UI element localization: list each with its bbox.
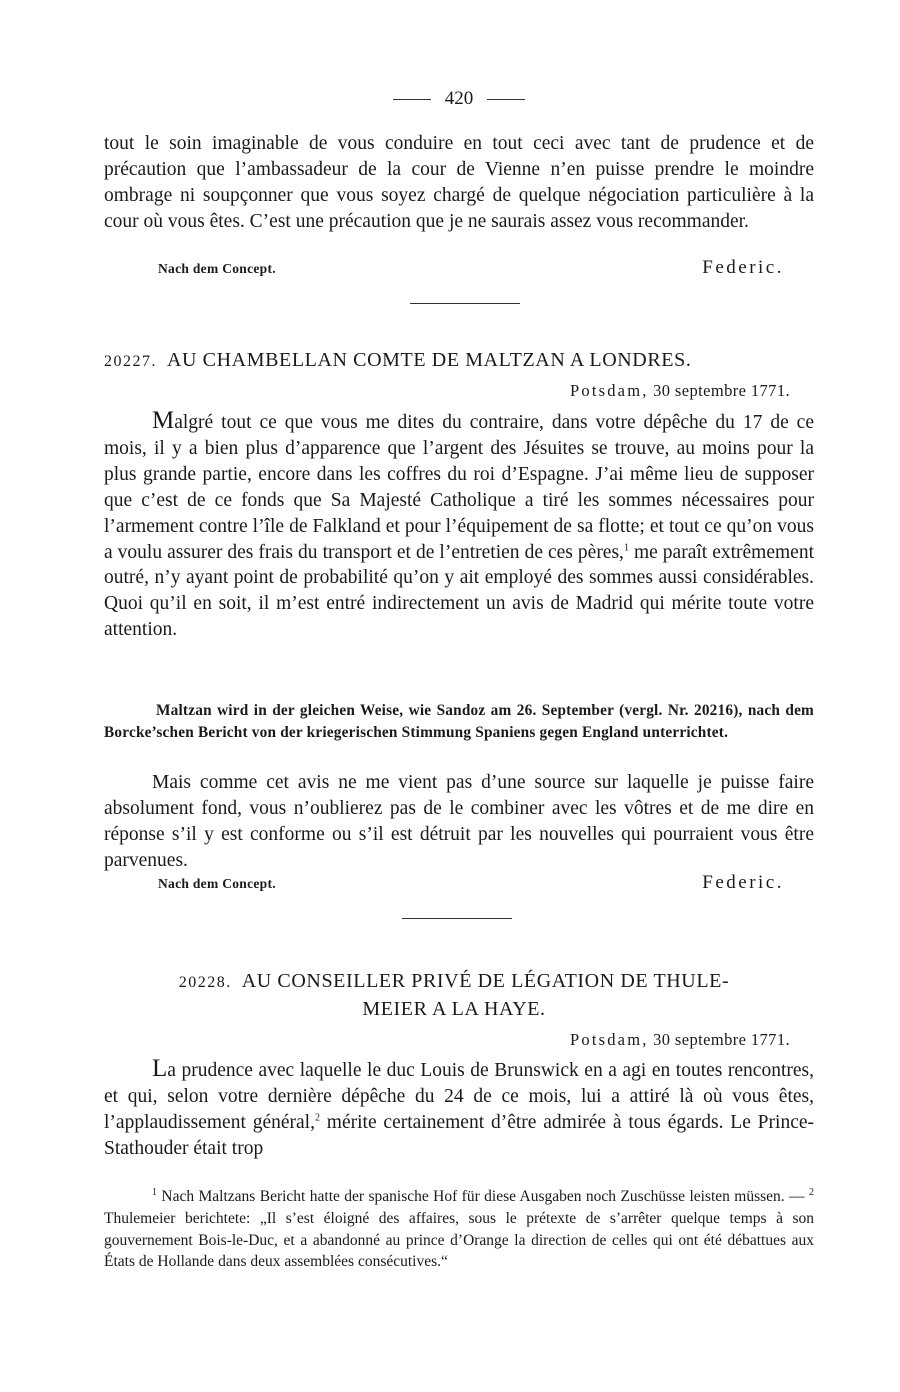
letter-20227-title: AU CHAMBELLAN COMTE DE MALTZAN A LONDRES. xyxy=(167,349,692,371)
letter-20227-body xyxy=(104,408,814,643)
letter-20227-date: 30 septembre 1771. xyxy=(653,381,790,400)
letter-20228-initial: L xyxy=(152,1055,168,1082)
footnote-ref-1: 1 xyxy=(623,542,629,554)
letter-20227-initial: M xyxy=(152,407,175,434)
letter-20227-number: 20227. xyxy=(104,353,157,370)
letter-20228-heading xyxy=(104,968,804,1022)
letter-20227-source: Nach dem Concept. xyxy=(158,876,276,891)
letter-20228-paragraph-1: La prudence avec laquelle le duc Louis de Brunswick en a agi en toutes rencontres, et qui, selon votre dernière dépêche du 24 de ce mois, lui a attiré là où vous êtes, l’applaudissement général,$^2$ mérite certainement d’être admirée à tous égards. Le Prince-Stathouder était trop xyxy=(104,1055,814,1159)
letter-20228-title-line-2: MEIER A LA HAYE. xyxy=(362,998,546,1020)
footnotes-block xyxy=(104,1186,814,1273)
continuation-footer xyxy=(104,257,804,279)
letter-20228-heading-line-1 xyxy=(104,968,804,996)
letter-20227-heading xyxy=(104,347,814,375)
editorial-note-text: Maltzan wird in der gleichen Weise, wie Sandoz am 26. September (vergl. Nr. 20216), nach dem Borcke’schen Bericht von der kriegerischen Stimmung Spaniens gegen England unterrichtet. xyxy=(104,702,814,741)
continuation-signature: Federic. xyxy=(702,257,784,278)
footnote-2-text: Thulemeier berichtete: „Il s’est éloigné des affaires, sous le prétexte de s’arrêter quelque temps à son gouvernement Bois-le-Duc, et a abandonné au prince d’Orange la direction de celles qui ont été débattues aux États de Hollande dans deux assemblées consécutives.“ xyxy=(104,1209,814,1271)
page-header xyxy=(104,88,814,110)
continuation-source: Nach dem Concept. xyxy=(158,261,276,276)
continuation-paragraph: tout le soin imaginable de vous conduire en tout ceci avec tant de prudence et de précaution que l’ambassadeur de la cour de Vienne n’en puisse prendre le moindre ombrage ni soupçonner que vous soyez chargé de quelque négociation particulière à la cour où vous êtes. C’est une précaution que je ne saurais assez vous recommander. xyxy=(104,133,814,232)
letter-20228-place-date xyxy=(570,1030,790,1050)
header-dash-left xyxy=(393,99,431,100)
letter-20227-place: Potsdam, xyxy=(570,381,649,400)
section-divider-1 xyxy=(410,303,520,304)
letter-20227-paragraph-2: Mais comme cet avis ne me vient pas d’une source sur laquelle je puisse faire absolument fond, vous n’oublierez pas de le combiner avec les vôtres et de me dire en réponse s’il y est conforme ou s’il est détruit par les nouvelles qui pourraient vous être parvenues. xyxy=(104,772,814,871)
page-number: 420 xyxy=(444,88,474,109)
letter-20228-body xyxy=(104,1056,814,1162)
header-dash-right xyxy=(487,99,525,100)
letter-20228-number: 20228. xyxy=(178,974,232,991)
footnotes-text xyxy=(104,1186,814,1273)
footnote-1-text: Nach Maltzans Bericht hatte der spanische Hof für diese Ausgaben noch Zuschüsse leisten müssen. — xyxy=(157,1188,809,1205)
letter-20227-body-2 xyxy=(104,770,814,874)
section-divider-2 xyxy=(402,918,512,919)
footnote-ref-2: 2 xyxy=(314,1112,320,1124)
letter-20227-editorial-note xyxy=(104,700,814,743)
letter-20227-footer xyxy=(104,872,804,894)
footnote-1-marker: 1 xyxy=(152,1186,157,1198)
letter-20228-place: Potsdam, xyxy=(570,1030,649,1049)
letter-20227-signature: Federic. xyxy=(702,872,784,893)
letter-20227-paragraph-1: Malgré tout ce que vous me dites du contraire, dans votre dépêche du 17 de ce mois, il y a bien plus d’apparence que l’argent des Jésuites se trouve, au moins pour la plus grande partie, encore dans les coffres du roi d’Espagne. J’ai même lieu de supposer que c’est de ce fonds que Sa Majesté Catholique a tiré les sommes nécessaires pour l’armement contre l’île de Falkland et pour l’équipement de sa flotte; et tout ce qu’on vous a voulu assurer des frais du transport et de l’entretien de ces pères,$^1$ me paraît extrêmement outré, n’y ayant point de probabilité qu’on y ait employé des sommes aussi considérables. Quoi qu’il en soit, il m’est entré indirectement un avis de Madrid qui mérite toute votre attention. xyxy=(104,407,814,641)
letter-20228-title-line-1: AU CONSEILLER PRIVÉ DE LÉGATION DE THULE- xyxy=(241,970,730,992)
letter-20228-date: 30 septembre 1771. xyxy=(653,1030,790,1049)
footnote-2-marker: 2 xyxy=(809,1186,814,1198)
letter-20227-place-date xyxy=(570,381,790,401)
continuation-block xyxy=(104,131,814,235)
